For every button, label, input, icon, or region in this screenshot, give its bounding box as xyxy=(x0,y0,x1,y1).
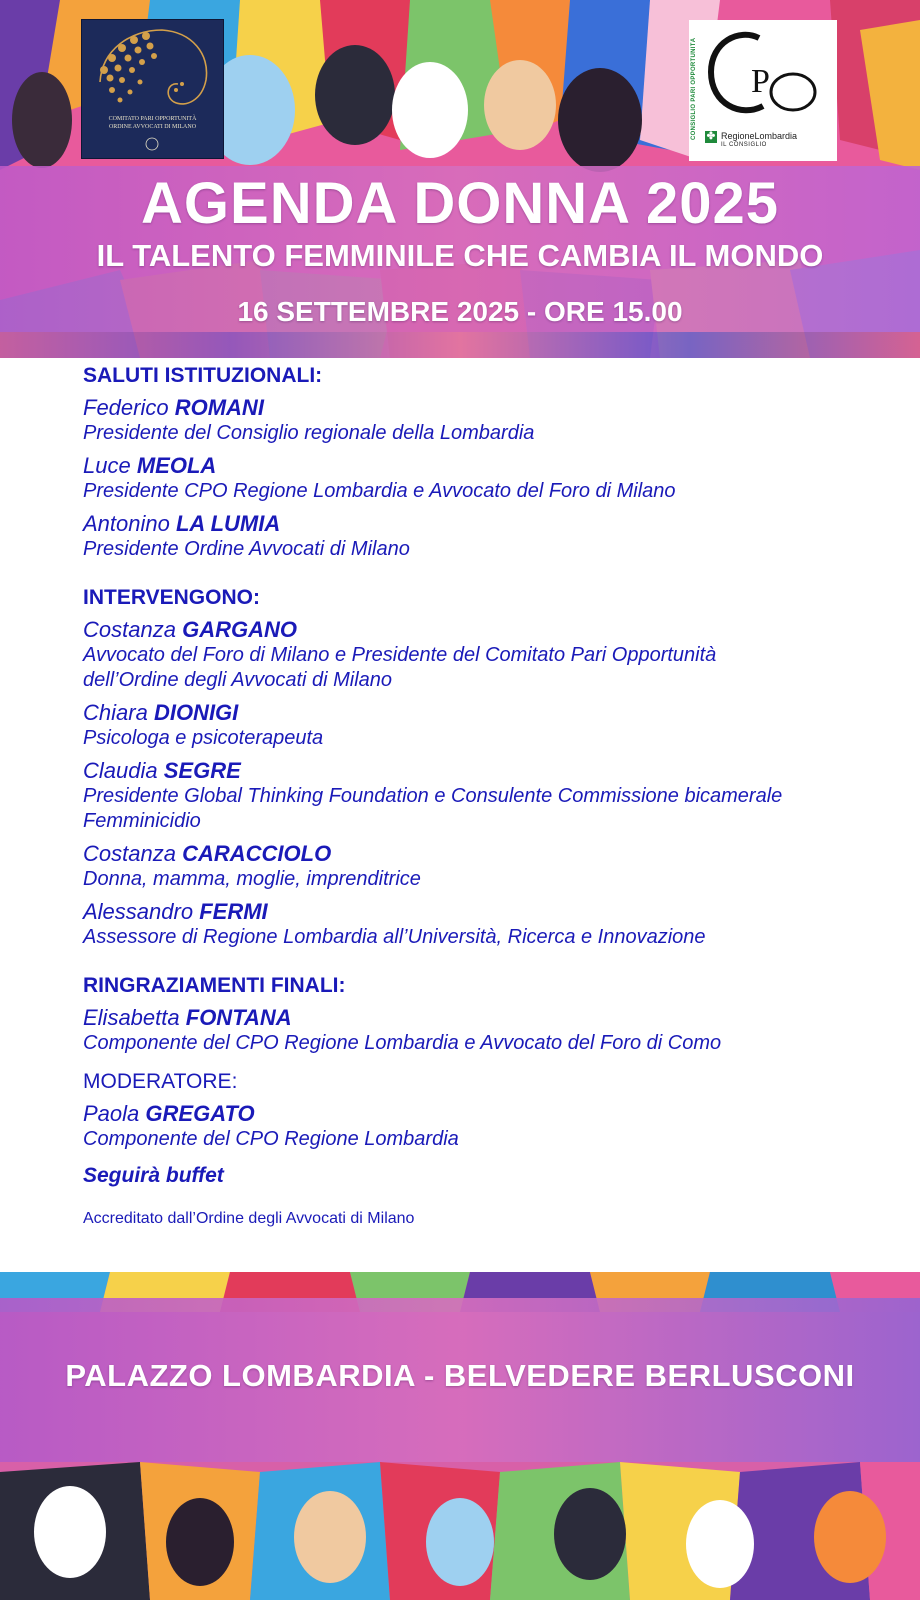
speaker-role: Presidente Global Thinking Foundation e Consulente Commissione bicamerale xyxy=(83,785,783,807)
speaker-role: Assessore di Regione Lombardia all’Università, Ricerca e Innovazione xyxy=(83,926,706,948)
speaker-first-name: Chiara xyxy=(83,700,148,725)
speaker-last-name: FERMI xyxy=(199,899,268,924)
speaker-first-name: Alessandro xyxy=(83,899,194,924)
svg-text:P: P xyxy=(751,63,770,100)
speaker-last-name: CARACCIOLO xyxy=(182,841,332,866)
page-title: AGENDA DONNA 2025 xyxy=(141,171,779,236)
logo-left-line2: ORDINE AVVOCATI DI MILANO xyxy=(108,124,197,130)
speaker-fontana xyxy=(83,1004,883,1056)
speaker-gargano xyxy=(83,616,883,693)
speaker-last-name: GARGANO xyxy=(182,617,297,642)
speaker-name xyxy=(83,1100,883,1127)
accreditation-note: Accreditato dall’Ordine degli Avvocati di Milano xyxy=(83,1210,415,1227)
logo-right-region: RegioneLombardia xyxy=(721,131,798,141)
speaker-role-continued: dell’Ordine degli Avvocati di Milano xyxy=(83,669,393,691)
speaker-role: Donna, mamma, moglie, imprenditrice xyxy=(83,868,421,890)
speaker-role-continued: Femminicidio xyxy=(83,810,201,832)
venue: PALAZZO LOMBARDIA - BELVEDERE BERLUSCONI xyxy=(65,1358,855,1393)
speaker-last-name: GREGATO xyxy=(145,1101,255,1126)
speaker-meola xyxy=(83,452,883,504)
speaker-name xyxy=(83,510,883,537)
speaker-role: Componente del CPO Regione Lombardia e Avvocato del Foro di Como xyxy=(83,1032,722,1054)
section-heading-ringraziamenti: RINGRAZIAMENTI FINALI: xyxy=(83,974,346,997)
speaker-name xyxy=(83,452,883,479)
speaker-last-name: SEGRE xyxy=(163,758,241,783)
speaker-last-name: LA LUMIA xyxy=(175,511,281,536)
speaker-last-name: ROMANI xyxy=(174,395,264,420)
speaker-role: Avvocato del Foro di Milano e Presidente del Comitato Pari Opportunità xyxy=(83,644,717,666)
speaker-first-name: Antonino xyxy=(83,511,170,536)
top-banner xyxy=(0,0,920,358)
speaker-first-name: Elisabetta xyxy=(83,1005,180,1030)
program-content xyxy=(83,362,883,1230)
speaker-last-name: FONTANA xyxy=(185,1005,292,1030)
speaker-name xyxy=(83,898,883,925)
speaker-name xyxy=(83,840,883,867)
speaker-name xyxy=(83,699,883,726)
spiral-sunflower-icon xyxy=(82,20,223,158)
speaker-last-name: DIONIGI xyxy=(153,700,239,725)
speaker-role: Presidente Ordine Avvocati di Milano xyxy=(83,538,410,560)
speaker-name xyxy=(83,616,883,643)
speaker-role: Psicologa e psicoterapeuta xyxy=(83,727,324,749)
speaker-name xyxy=(83,757,883,784)
speaker-role: Presidente del Consiglio regionale della Lombardia xyxy=(83,422,535,444)
speaker-first-name: Federico xyxy=(83,395,169,420)
speaker-name xyxy=(83,1004,883,1031)
logo-left-line1: COMITATO PARI OPPORTUNITÀ xyxy=(108,116,197,122)
cpo-regione-logo xyxy=(689,20,837,161)
speaker-name xyxy=(83,394,883,421)
buffet-note: Seguirà buffet xyxy=(83,1164,224,1187)
speaker-fermi xyxy=(83,898,883,950)
speaker-first-name: Claudia xyxy=(83,758,158,783)
speaker-first-name: Costanza xyxy=(83,617,176,642)
speaker-caracciolo xyxy=(83,840,883,892)
logo-right-vertical-text: CONSIGLIO PARI OPPORTUNITÀ xyxy=(691,37,697,140)
section-heading-moderatore: MODERATORE: xyxy=(83,1070,238,1093)
event-date: 16 SETTEMBRE 2025 - ORE 15.00 xyxy=(237,296,683,327)
speaker-romani xyxy=(83,394,883,446)
speaker-segre xyxy=(83,757,883,834)
title-band-bottom-stripe xyxy=(0,332,920,358)
speaker-role: Componente del CPO Regione Lombardia xyxy=(83,1128,459,1150)
speaker-dionigi xyxy=(83,699,883,751)
section-heading-intervengono: INTERVENGONO: xyxy=(83,586,260,609)
logo-right-region-sub: IL CONSIGLIO xyxy=(721,142,767,148)
regione-lombardia-mark-icon: ✤ xyxy=(706,131,716,142)
speaker-la-lumia xyxy=(83,510,883,562)
bottom-banner xyxy=(0,1272,920,1600)
speaker-first-name: Luce xyxy=(83,453,131,478)
page-subtitle: IL TALENTO FEMMINILE CHE CAMBIA IL MONDO xyxy=(96,238,824,273)
section-heading-saluti: SALUTI ISTITUZIONALI: xyxy=(83,364,323,387)
speaker-last-name: MEOLA xyxy=(136,453,217,478)
speaker-first-name: Paola xyxy=(83,1101,140,1126)
speaker-first-name: Costanza xyxy=(83,841,176,866)
cpo-monogram-icon xyxy=(689,20,837,130)
cpo-milano-logo xyxy=(82,20,223,158)
speaker-gregato xyxy=(83,1100,883,1152)
speaker-role: Presidente CPO Regione Lombardia e Avvocato del Foro di Milano xyxy=(83,480,676,502)
